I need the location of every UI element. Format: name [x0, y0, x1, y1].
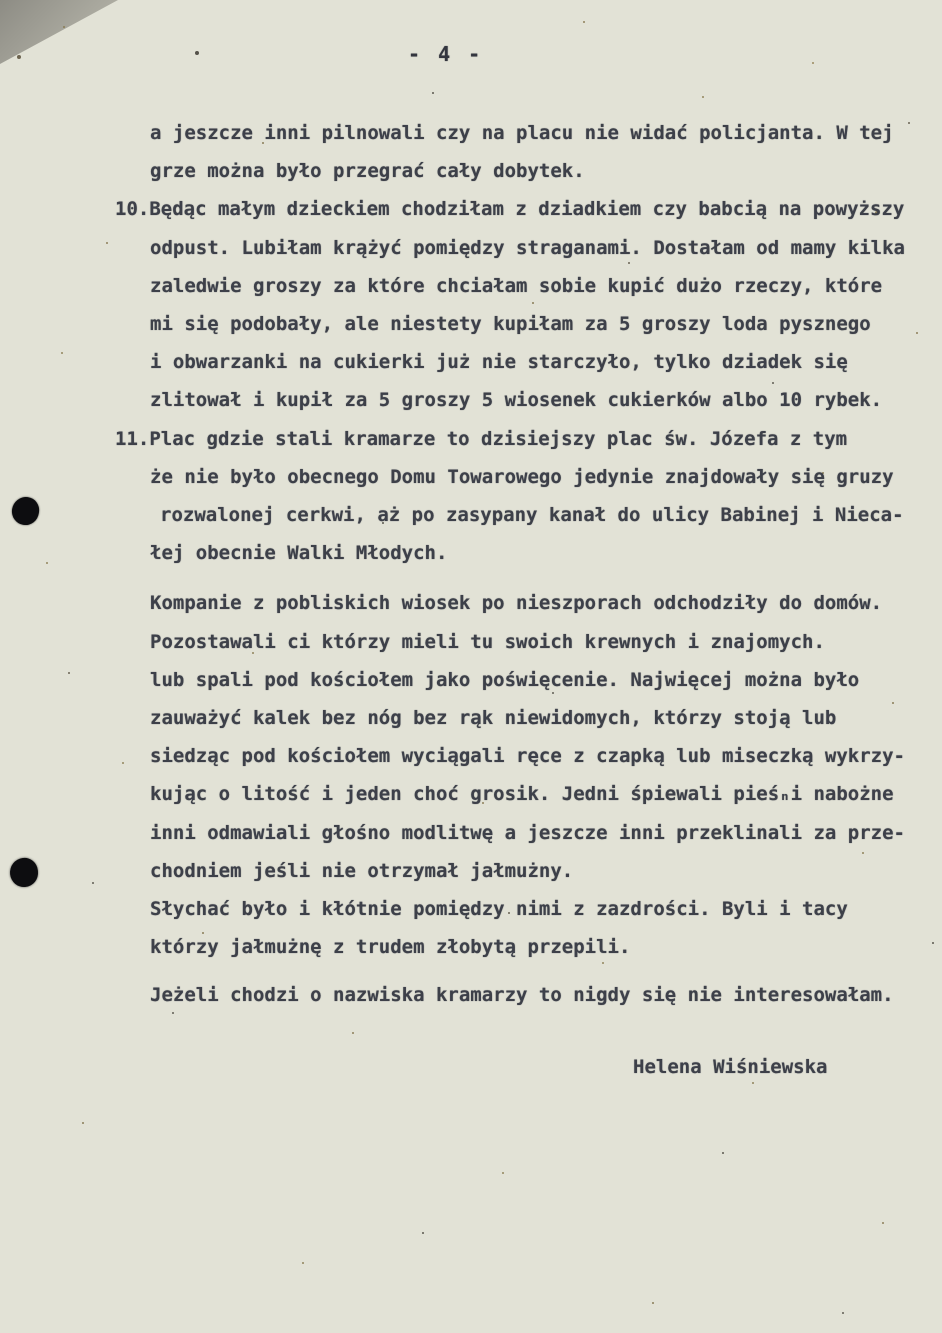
- hole-punch-top: [10, 495, 41, 526]
- text-line: zaledwie groszy za które chciałam sobie kupić dużo rzeczy, które: [150, 274, 883, 297]
- text-line: i obwarzanki na cukierki już nie starczyło, tylko dziadek się: [150, 351, 848, 374]
- text-line: zauważyć kalek bez nóg bez rąk niewidomych, którzy stoją lub: [150, 707, 837, 730]
- text-line: Pozostawali ci którzy mieli tu swoich krewnych i znajomych.: [150, 630, 825, 653]
- text-line: lub spali pod kościołem jako poświęcenie. Najwięcej można było: [150, 668, 860, 691]
- text-line: grze można było przegrać cały dobytek.: [150, 160, 585, 183]
- text-line: inni odmawiali głośno modlitwę a jeszcze inni przeklinali za prze-: [150, 821, 905, 844]
- text-line: chodniem jeśli nie otrzymał jałmużny.: [150, 859, 574, 882]
- text-line: którzy jałmużnę z trudem złobytą przepili.: [150, 936, 631, 959]
- text-line: że nie było obecnego Domu Towarowego jedynie znajdowały się gruzy: [150, 465, 894, 488]
- text-line: zlitował i kupił za 5 groszy 5 wiosenek cukierków albo 10 rybek.: [150, 389, 883, 412]
- text-line: łej obecnie Walki Młodych.: [150, 542, 448, 565]
- text-line: siedząc pod kościołem wyciągali ręce z czapką lub miseczką wykrzy-: [150, 745, 905, 768]
- text-line-item-11: 11.Plac gdzie stali kramarze to dzisiejszy plac św. Józefa z tym: [115, 427, 848, 450]
- paper-speckles: [0, 0, 2, 2]
- text-line-item-10: 10.Będąc małym dzieckiem chodziłam z dziadkiem czy babcią na powyższy: [115, 198, 905, 221]
- text-line: Kompanie z pobliskich wiosek po nieszporach odchodziły do domów.: [150, 592, 883, 615]
- hole-punch-bottom: [9, 857, 40, 889]
- typewritten-text-block: [115, 114, 920, 1015]
- text-line: mi się podobały, ale niestety kupiłam za 5 groszy loda pysznego: [150, 313, 871, 336]
- page-number: - 4 -: [408, 42, 484, 66]
- text-line: kując o litość i jeden choć grosik. Jedni śpiewali pieśₙi nabożne: [150, 783, 894, 806]
- text-line: odpust. Lubiłam krążyć pomiędzy straganami. Dostałam od mamy kilka: [150, 236, 905, 259]
- signature-name: Helena Wiśniewska: [633, 1056, 828, 1078]
- text-line: Słychać było i kłótnie pomiędzy nimi z zazdrości. Byli i tacy: [150, 898, 848, 921]
- text-line: rozwalonej cerkwi, aż po zasypany kanał do ulicy Babinej i Nieca-: [160, 504, 904, 527]
- text-line: Jeżeli chodzi o nazwiska kramarzy to nigdy się nie interesowałam.: [150, 984, 894, 1007]
- text-line: a jeszcze inni pilnowali czy na placu nie widać policjanta. W tej: [150, 122, 894, 144]
- scan-corner-shadow: [0, 0, 118, 64]
